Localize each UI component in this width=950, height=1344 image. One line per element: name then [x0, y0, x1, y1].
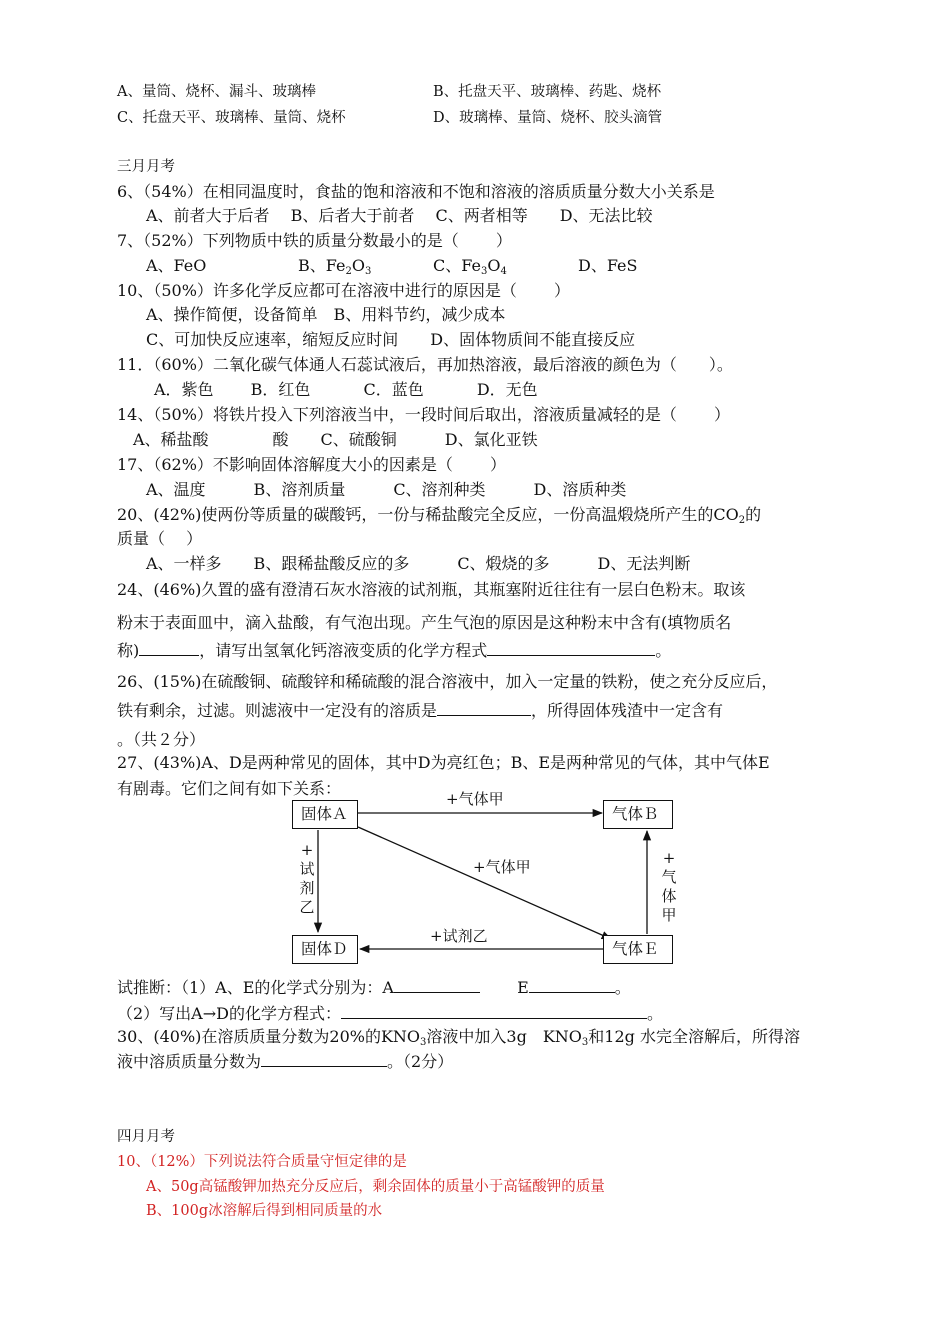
question-20-line-1: 20、(42%)使两份等质量的碳酸钙，一份与稀盐酸完全反应，一份高温煅烧所产生的$CO_2$的 [117, 505, 762, 526]
answer-blank[interactable] [341, 1004, 647, 1019]
label-arrow-e-b: + 气 体 甲 [661, 849, 677, 924]
question-7-option-d: D、FeS [578, 256, 638, 275]
section-title-march: 三月月考 [117, 159, 175, 175]
label-arrow-a-e: +气体甲 [473, 858, 531, 876]
question-6: 6、（54%）在相同温度时，食盐的饱和溶液和不饱和溶液的溶质质量分数大小关系是 [117, 182, 715, 201]
question-11-options: A．紫色 B．红色 C．蓝色 D．无色 [154, 380, 538, 399]
question-26-line-1: 26、(15%)在硫酸铜、硫酸锌和稀硫酸的混合溶液中，加入一定量的铁粉，使之充分反应后， [117, 672, 778, 691]
label-arrow-a-d: + 试 剂 乙 [299, 841, 315, 916]
question-7: 7、（52%）下列物质中铁的质量分数最小的是（ ） [117, 231, 512, 250]
option-b: B、托盘天平、玻璃棒、药匙、烧杯 [433, 84, 662, 100]
april-question-10: 10、（12%）下列说法符合质量守恒定律的是 [117, 1154, 407, 1170]
option-c: C、托盘天平、玻璃棒、量筒、烧杯 [117, 110, 346, 126]
section-title-april: 四月月考 [117, 1129, 175, 1145]
question-27-line-1: 27、(43%)A、D是两种常见的固体，其中D为亮红色；B、E是两种常见的气体，其中气体E [117, 753, 770, 772]
option-a: A、量筒、烧杯、漏斗、玻璃棒 [117, 84, 316, 100]
question-27-line-2: 有剧毒。它们之间有如下关系： [117, 779, 342, 798]
question-24-line-3: 称) ，请写出氢氧化钙溶液变质的化学方程式 。 [117, 641, 672, 660]
question-30-line-1: 30、(40%)在溶质质量分数为20%的$KNO_3$溶液中加入3g $KNO_3$和12g 水完全溶解后，所得溶 [117, 1027, 800, 1048]
question-7-option-b: B、$Fe_2O_3$ [298, 256, 372, 277]
arrow-a-to-e [358, 827, 611, 939]
question-27-write: （2）写出A→D的化学方程式： 。 [117, 1004, 663, 1023]
question-17-options: A、温度 B、溶剂质量 C、溶剂种类 D、溶质种类 [146, 480, 627, 499]
question-20-line-2: 质量（ ） [117, 529, 203, 548]
april-question-10-option-b: B、100g冰溶解后得到相同质量的水 [146, 1203, 383, 1219]
answer-blank[interactable] [394, 978, 480, 993]
question-6-options: A、前者大于后者 B、后者大于前者 C、两者相等 D、无法比较 [146, 206, 653, 225]
question-7-option-a: A、FeO [146, 256, 207, 275]
answer-blank[interactable] [261, 1052, 387, 1067]
question-24-line-2: 粉末于表面皿中，滴入盐酸，有气泡出现。产生气泡的原因是这种粉末中含有(填物质名 [117, 613, 732, 632]
question-27-infer: 试推断：（1）A、E的化学式分别为：A E 。 [117, 978, 631, 997]
label-arrow-a-b: +气体甲 [446, 790, 504, 808]
question-10-options-cd: C、可加快反应速率，缩短反应时间 D、固体物质间不能直接反应 [146, 330, 636, 349]
answer-blank[interactable] [529, 978, 615, 993]
question-14: 14、（50%）将铁片投入下列溶液当中，一段时间后取出，溶液质量减轻的是（ ） [117, 405, 731, 424]
question-30-line-2: 液中溶质质量分数为 。（2分） [117, 1052, 454, 1071]
question-7-option-c: C、$Fe_3O_4$ [433, 256, 507, 277]
question-26-line-2: 铁有剩余，过滤。则滤液中一定没有的溶质是 ，所得固体残渣中一定含有 [117, 701, 724, 720]
question-14-options: A、稀盐酸 酸 C、硫酸铜 D、氯化亚铁 [133, 430, 538, 449]
question-11: 11．（60%）二氧化碳气体通人石蕊试液后，再加热溶液，最后溶液的颜色为（ ）。 [117, 355, 733, 374]
option-d: D、玻璃棒、量筒、烧杯、胶头滴管 [433, 110, 663, 126]
box-gas-e: 气体Ｅ [603, 935, 673, 964]
question-10-options-ab: A、操作简便，设备简单 B、用料节约，减少成本 [146, 305, 506, 324]
box-solid-d: 固体Ｄ [292, 935, 358, 964]
question-20-options: A、一样多 B、跟稀盐酸反应的多 C、煅烧的多 D、无法判断 [146, 554, 691, 573]
box-solid-a: 固体Ａ [292, 800, 358, 829]
label-arrow-e-d: +试剂乙 [430, 927, 488, 945]
april-question-10-option-a: A、50g高锰酸钾加热充分反应后，剩余固体的质量小于高锰酸钾的质量 [146, 1179, 605, 1195]
question-24-line-1: 24、(46%)久置的盛有澄清石灰水溶液的试剂瓶，其瓶塞附近往往有一层白色粉末。取该 [117, 580, 746, 599]
question-10: 10、（50%）许多化学反应都可在溶液中进行的原因是（ ） [117, 281, 571, 300]
box-gas-b: 气体Ｂ [603, 800, 673, 829]
question-26-line-3: 。（共２分） [117, 730, 206, 749]
question-17: 17、（62%）不影响固体溶解度大小的因素是（ ） [117, 455, 507, 474]
